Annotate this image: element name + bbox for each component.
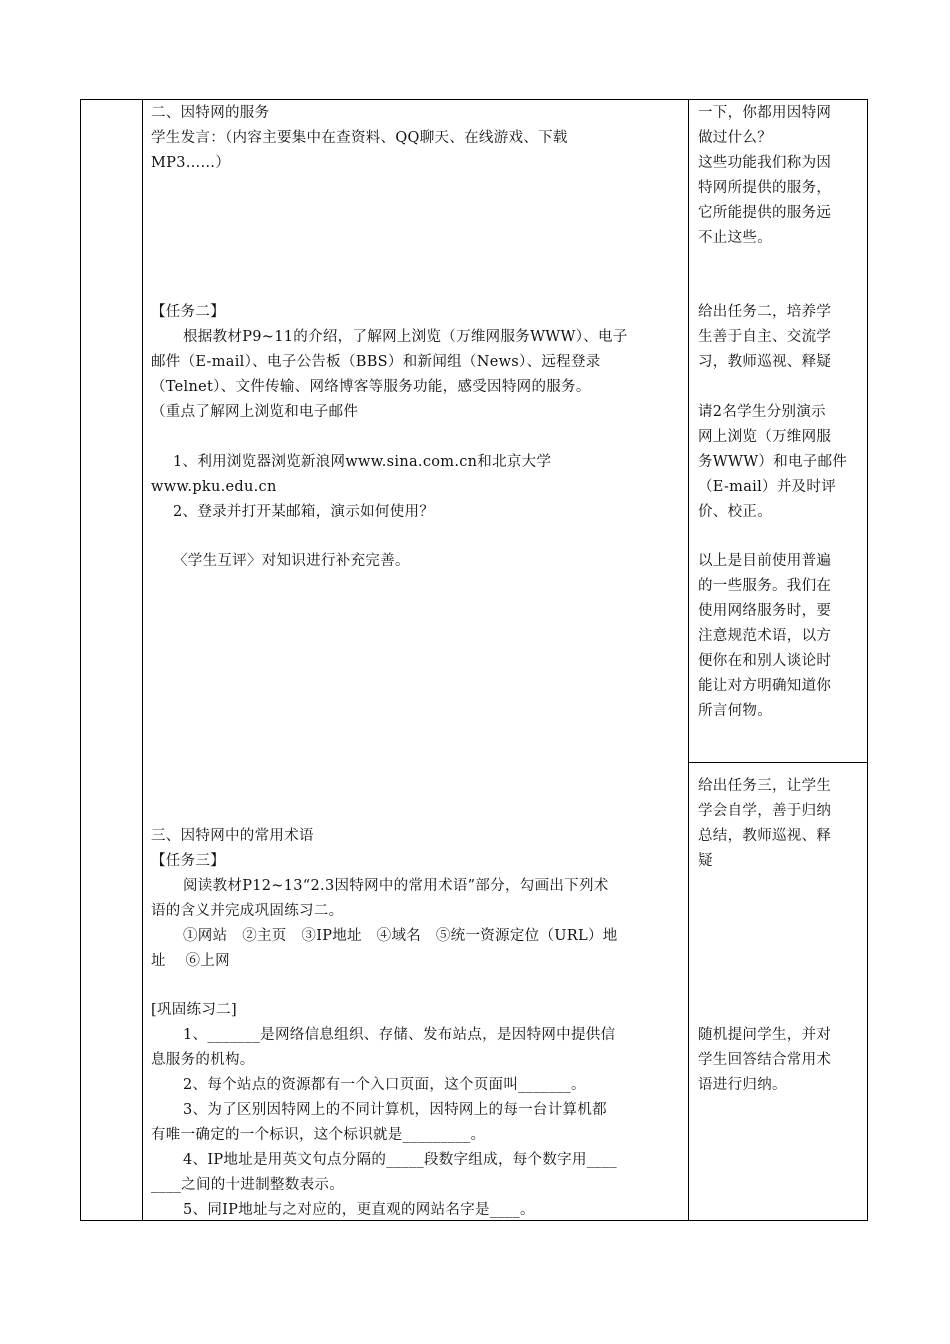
column-divider-right: [688, 100, 689, 1220]
content-line: （Telnet）、文件传输、网络博客等服务功能，感受因特网的服务。: [151, 379, 591, 395]
content-line: 邮件（E-mail）、电子公告板（BBS）和新闻组（News）、远程登录: [151, 354, 601, 370]
note-line: （E-mail）并及时评: [698, 479, 837, 495]
note-line: 能让对方明确知道你: [698, 678, 832, 694]
note-line: 价、校正。: [698, 504, 772, 520]
note-line: 便你在和别人谈论时: [698, 653, 832, 669]
content-line: 二、因特网的服务: [151, 105, 270, 121]
content-line: 〈学生互评〉对知识进行补充完善。: [173, 553, 410, 569]
note-line: 做过什么？: [698, 130, 772, 146]
content-line: 语的含义并完成巩固练习二。: [151, 903, 344, 919]
content-line: 2、每个站点的资源都有一个入口页面，这个页面叫_______。: [183, 1077, 586, 1093]
note-line: 给出任务三，让学生: [698, 778, 832, 794]
content-line: 4、IP地址是用英文句点分隔的_____段数字组成，每个数字用____: [183, 1152, 617, 1168]
note-line: 注意规范术语，以方: [698, 628, 832, 644]
note-line: 习，教师巡视、释疑: [698, 354, 832, 370]
content-line: 3、为了区别因特网上的不同计算机，因特网上的每一台计算机都: [183, 1102, 607, 1118]
content-line: 2、登录并打开某邮箱，演示如何使用？: [173, 504, 435, 520]
content-line: 【任务三】: [151, 853, 225, 869]
content-line: [巩固练习二]: [151, 1002, 237, 1018]
content-line: 有唯一确定的一个标识，这个标识就是_________。: [151, 1127, 486, 1143]
content-line: MP3……）: [151, 155, 231, 171]
note-line: 疑: [698, 853, 713, 869]
note-line: 特网所提供的服务，: [698, 180, 832, 196]
note-line: 一下，你都用因特网: [698, 105, 832, 121]
note-line: 使用网络服务时，要: [698, 603, 832, 619]
content-line: 阅读教材P12~13“2.3因特网中的常用术语”部分，勾画出下列术: [183, 878, 609, 894]
note-line: 总结，教师巡视、释: [698, 828, 832, 844]
note-line: 务WWW）和电子邮件: [698, 454, 848, 470]
note-line: 生善于自主、交流学: [698, 329, 832, 345]
note-line: 随机提问学生，并对: [698, 1027, 832, 1043]
content-line: ____之间的十进制整数表示。: [151, 1177, 344, 1193]
note-line: 它所能提供的服务远: [698, 205, 832, 221]
content-line: 址 ⑥上网: [151, 953, 230, 969]
note-line: 给出任务二，培养学: [698, 304, 832, 320]
note-line: 的一些服务。我们在: [698, 578, 832, 594]
note-line: 以上是目前使用普遍: [698, 553, 832, 569]
content-line: （重点了解网上浏览和电子邮件: [151, 404, 359, 420]
content-line: ①网站 ②主页 ③IP地址 ④域名 ⑤统一资源定位（URL）地: [183, 928, 618, 944]
content-line: 学生发言：（内容主要集中在查资料、QQ聊天、在线游戏、下载: [151, 130, 568, 146]
content-line: www.pku.edu.cn: [151, 479, 277, 495]
note-line: 所言何物。: [698, 703, 772, 719]
note-line: 网上浏览（万维网服: [698, 429, 832, 445]
content-line: 【任务二】: [151, 304, 225, 320]
content-line: 三、因特网中的常用术语: [151, 828, 314, 844]
note-line: 学生回答结合常用术: [698, 1052, 832, 1068]
content-line: 5、同IP地址与之对应的，更直观的网站名字是____。: [183, 1202, 535, 1218]
content-line: 根据教材P9~11的介绍，了解网上浏览（万维网服务WWW）、电子: [183, 329, 628, 345]
note-line: 请2名学生分别演示: [698, 404, 826, 420]
note-line: 这些功能我们称为因: [698, 155, 832, 171]
lesson-table: [80, 99, 868, 1221]
column-divider-left: [142, 100, 143, 1220]
note-line: 不止这些。: [698, 230, 772, 246]
content-line: 1、利用浏览器浏览新浪网www.sina.com.cn和北京大学: [173, 454, 552, 470]
content-line: 息服务的机构。: [151, 1052, 255, 1068]
note-line: 学会自学，善于归纳: [698, 803, 832, 819]
note-line: 语进行归纳。: [698, 1077, 787, 1093]
right-column-row-divider: [688, 762, 867, 763]
content-line: 1、_______是网络信息组织、存储、发布站点，是因特网中提供信: [183, 1027, 616, 1043]
